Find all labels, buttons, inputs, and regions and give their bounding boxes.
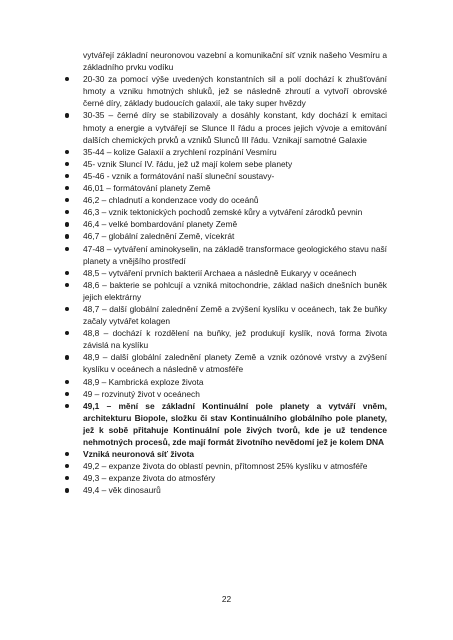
list-item-text: 48,6 – bakterie se pohlcují a vzniká mitochondrie, základ našich dnešních buněk jejich elektrárny — [83, 279, 387, 302]
timeline-list-item — [62, 400, 387, 448]
timeline-list-item — [62, 279, 387, 303]
list-item-text: 35-44 – kolize Galaxií a zrychlení rozpínání Vesmíru — [83, 146, 277, 157]
list-item-text: 47-48 – vytváření aminokyselin, na základě transformace geologického stavu naší planety a vnějšího prostředí — [83, 243, 387, 266]
timeline-list-item — [62, 303, 387, 327]
bullet-dot-icon — [65, 488, 69, 492]
timeline-list-item — [62, 448, 387, 460]
timeline-list-item — [62, 73, 387, 109]
list-item-text: 46,3 – vznik tektonických pochodů zemské kůry a vytváření zárodků pevnin — [83, 207, 363, 218]
list-item-text: 49,1 – mění se základní Kontinuální pole planety a vytváří vněm, architekturu Biopole, složku či stav Kontinuálního globálního pole planety, jež k sobě přitahuje Kontinuální pole živých tvorů, kde je už tendence nehmotných procesů, zde mají formát životního nevědomí jež je kolem DNA — [83, 400, 387, 447]
bullet-dot-icon — [65, 162, 69, 166]
page-content — [62, 49, 387, 496]
timeline-list-item — [62, 327, 387, 351]
page-number: 22 — [221, 594, 232, 604]
list-item-text: 49,3 – expanze života do atmosféry — [83, 473, 216, 484]
list-item-text: 48,9 – další globální zalednění planety Země a vznik ozónové vrstvy a zvýšení kyslíku v oceánech a následně v atmosféře — [83, 352, 387, 375]
list-item-text: 48,8 – dochází k rozdělení na buňky, jež produkují kyslík, nová forma života závislá na kyslíku — [83, 328, 387, 351]
list-item-text: 30-35 – černé díry se stabilizovaly a dosáhly konstant, kdy dochází k emitaci hmoty a energie a vytvářejí se Slunce II řádu a proces jejich vývoje a emitování dalších chemických prvků a vzniků Slunců III řádu. Vznikají samotné Galaxie — [83, 110, 387, 145]
timeline-list-item — [62, 146, 387, 158]
bullet-dot-icon — [65, 464, 69, 468]
timeline-list-item — [62, 267, 387, 279]
list-item-text: 45- vznik Sluncí IV. řádu, jež už mají kolem sebe planety — [83, 158, 293, 169]
list-item-text: 46,7 – globální zalednění Země, vícekrát — [83, 231, 235, 242]
bullet-dot-icon — [65, 355, 69, 359]
bullet-dot-icon — [65, 222, 69, 226]
list-item-text: 46,4 – velké bombardování planety Země — [83, 219, 238, 230]
bullet-dot-icon — [65, 331, 69, 335]
list-item-text: 48,5 – vytváření prvních bakterií Archaea a následně Eukaryy v oceánech — [83, 267, 357, 278]
list-item-text: 48,7 – další globální zalednění Země a zvýšení kyslíku v oceánech, tak že buňky začaly vytvářet kolagen — [83, 303, 387, 327]
bullet-dot-icon — [65, 404, 69, 408]
timeline-list-item — [62, 182, 387, 194]
timeline-list-item — [62, 484, 387, 496]
list-item-text: Vzniká neuronová síť života — [83, 449, 195, 460]
list-item-text: 48,9 – Kambrická exploze života — [83, 376, 204, 387]
timeline-list-item — [62, 109, 387, 145]
timeline-list-item — [62, 194, 387, 206]
timeline-list-item — [62, 243, 387, 267]
bullet-dot-icon — [65, 113, 69, 117]
bullet-dot-icon — [65, 198, 69, 202]
timeline-list-item — [62, 388, 387, 400]
bullet-dot-icon — [65, 186, 69, 190]
list-item-text: 45-46 - vznik a formátování naší sluneční soustavy- — [83, 170, 275, 181]
timeline-list-item — [62, 460, 387, 472]
bullet-dot-icon — [65, 271, 69, 275]
bullet-dot-icon — [65, 234, 69, 238]
bullet-dot-icon — [65, 392, 69, 396]
timeline-list-item — [62, 351, 387, 375]
list-item-text: 46,2 – chladnutí a kondenzace vody do oceánů — [83, 195, 259, 206]
timeline-list-item — [62, 170, 387, 182]
timeline-list-item — [62, 206, 387, 218]
timeline-list-item — [62, 472, 387, 484]
timeline-list-item — [62, 230, 387, 242]
timeline-list-item — [62, 376, 387, 388]
list-item-text: 20-30 za pomocí výše uvedených konstantních sil a polí dochází k zhušťování hmoty a vzniku hmotných shluků, jež se následně zhroutí a vytvoří obrovské černé díry, základy budoucích galaxií, ale taky super hvězdy — [83, 74, 387, 109]
bullet-dot-icon — [65, 380, 69, 384]
timeline-bullet-list — [62, 73, 387, 496]
continued-paragraph: vytvářejí základní neuronovou vazební a komunikační síť vznik našeho Vesmíru a základního prvku vodíku — [83, 50, 387, 73]
bullet-dot-icon — [65, 77, 69, 81]
list-item-text: 49 – rozvinutý život v oceánech — [83, 388, 200, 399]
bullet-dot-icon — [65, 452, 69, 456]
bullet-dot-icon — [65, 247, 69, 251]
bullet-dot-icon — [65, 150, 69, 154]
list-item-text: 49,2 – expanze života do oblastí pevnin, přítomnost 25% kyslíku v atmosféře — [83, 461, 368, 472]
bullet-dot-icon — [65, 174, 69, 178]
list-item-text: 46,01 – formátování planety Země — [83, 183, 211, 194]
bullet-dot-icon — [65, 476, 69, 480]
timeline-list-item — [62, 158, 387, 170]
bullet-dot-icon — [65, 283, 69, 287]
bullet-dot-icon — [65, 307, 69, 311]
bullet-dot-icon — [65, 210, 69, 214]
list-item-text: 49,4 – věk dinosaurů — [83, 485, 161, 496]
timeline-list-item — [62, 218, 387, 230]
